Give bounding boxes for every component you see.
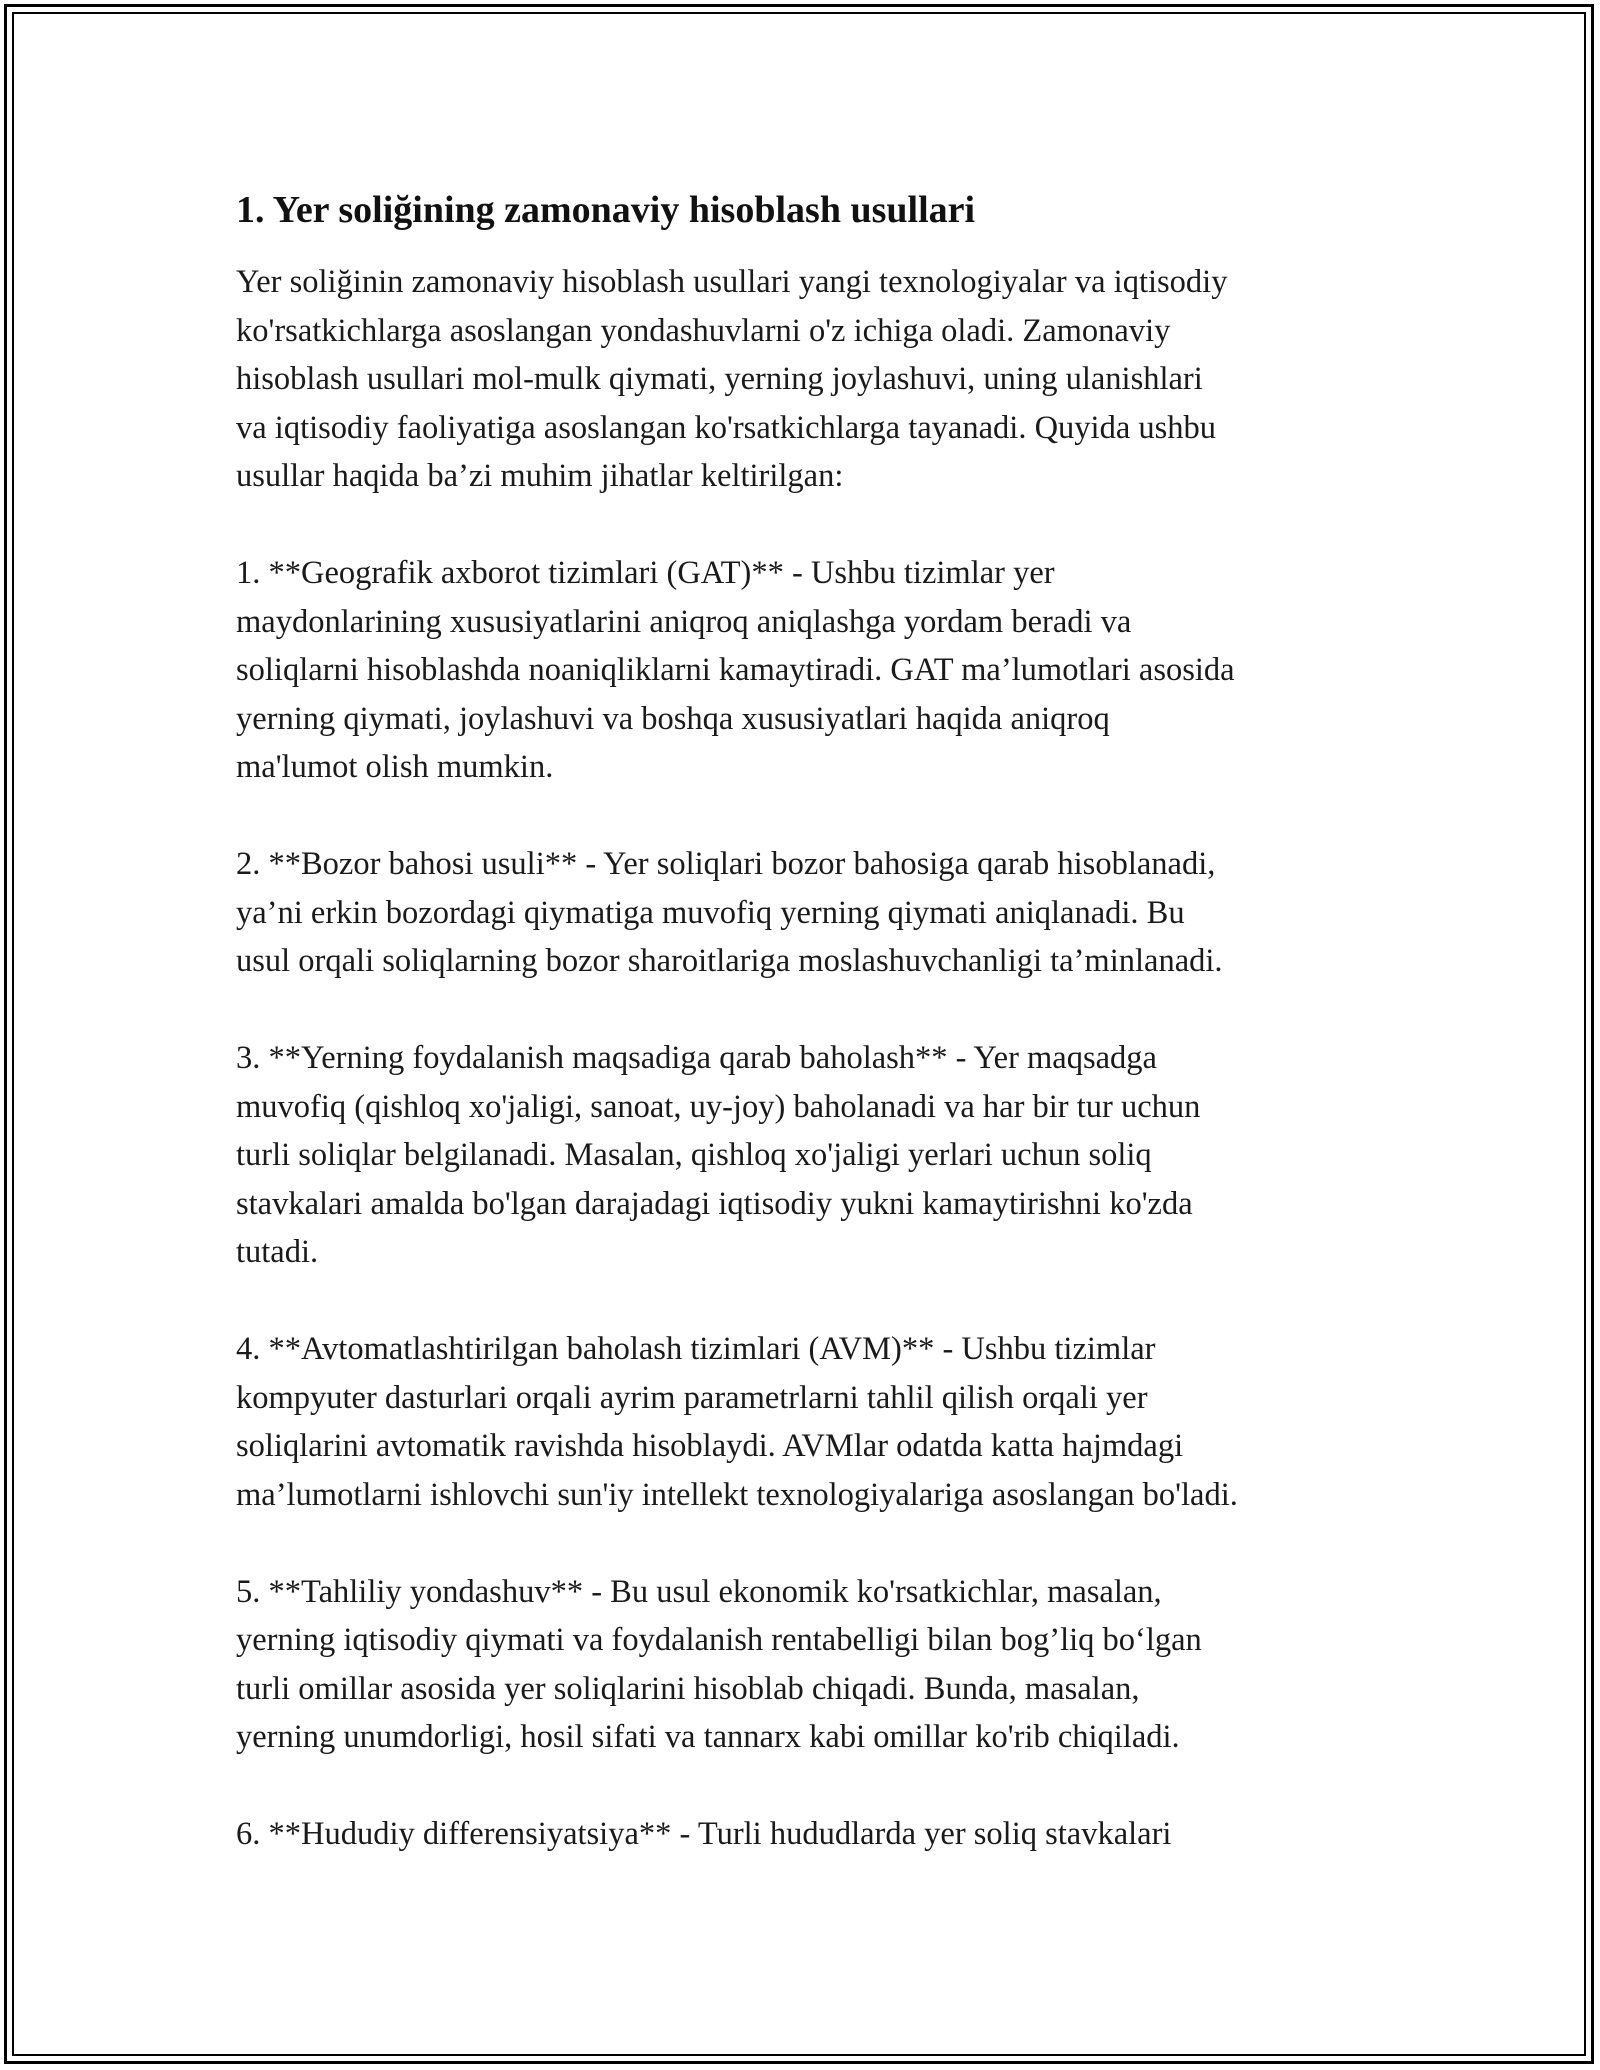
list-item: 4. **Avtomatlashtirilgan baholash tizimlari (AVM)** - Ushbu tizimlar kompyuter dasturlari orqali ayrim parametrlarni tahlil qilish orqali yer soliqlarini avtomatik ravishda hisoblaydi. AVMlar odatda katta hajmdagi ma’lumotlarni ishlovchi sun'iy intellekt texnologiyalariga asoslangan bo'ladi. [236, 1331, 1238, 1513]
list-item: 6. **Hududiy differensiyatsiya** - Turli hududlarda yer soliq stavkalari [236, 1816, 1172, 1852]
intro-paragraph: Yer soliğinin zamonaviy hisoblash usullari yangi texnologiyalar va iqtisodiy ko'rsatkichlarga asoslangan yondashuvlarni o'z ichiga oladi. Zamonaviy hisoblash usullari mol-mulk qiymati, yerning joylashuvi, uning ulanishlari va iqtisodiy faoliyatiga asoslangan ko'rsatkichlarga tayanadi. Quyida ushbu usullar haqida ba’zi muhim jihatlar keltirilgan: [236, 264, 1228, 494]
document-body [236, 186, 1386, 1907]
document-title: 1. Yer soliğining zamonaviy hisoblash usullari [236, 189, 976, 231]
list-item: 2. **Bozor bahosi usuli** - Yer soliqlari bozor bahosiga qarab hisoblanadi, ya’ni erkin bozordagi qiymatiga muvofiq yerning qiymati aniqlanadi. Bu usul orqali soliqlarning bozor sharoitlariga moslashuvchanligi ta’minlanadi. [236, 846, 1223, 979]
list-item: 5. **Tahliliy yondashuv** - Bu usul ekonomik ko'rsatkichlar, masalan, yerning iqtisodiy qiymati va foydalanish rentabelligi bilan bog’liq bo‘lgan turli omillar asosida yer soliqlarini hisoblab chiqadi. Bunda, masalan, yerning unumdorligi, hosil sifati va tannarx kabi omillar ko'rib chiqiladi. [236, 1573, 1202, 1755]
list-item: 1. **Geografik axborot tizimlari (GAT)** - Ushbu tizimlar yer maydonlarining xususiyatlarini aniqroq aniqlashga yordam beradi va soliqlarni hisoblashda noaniqliklarni kamaytiradi. GAT ma’lumotlari asosida yerning qiymati, joylashuvi va boshqa xususiyatlari haqida aniqroq ma'lumot olish mumkin. [236, 555, 1235, 785]
list-item: 3. **Yerning foydalanish maqsadiga qarab baholash** - Yer maqsadga muvofiq (qishloq xo'jaligi, sanoat, uy-joy) baholanadi va har bir tur uchun turli soliqlar belgilanadi. Masalan, qishloq xo'jaligi yerlari uchun soliq stavkalari amalda bo'lgan darajadagi iqtisodiy yukni kamaytirishni ko'zda tutadi. [236, 1040, 1201, 1270]
